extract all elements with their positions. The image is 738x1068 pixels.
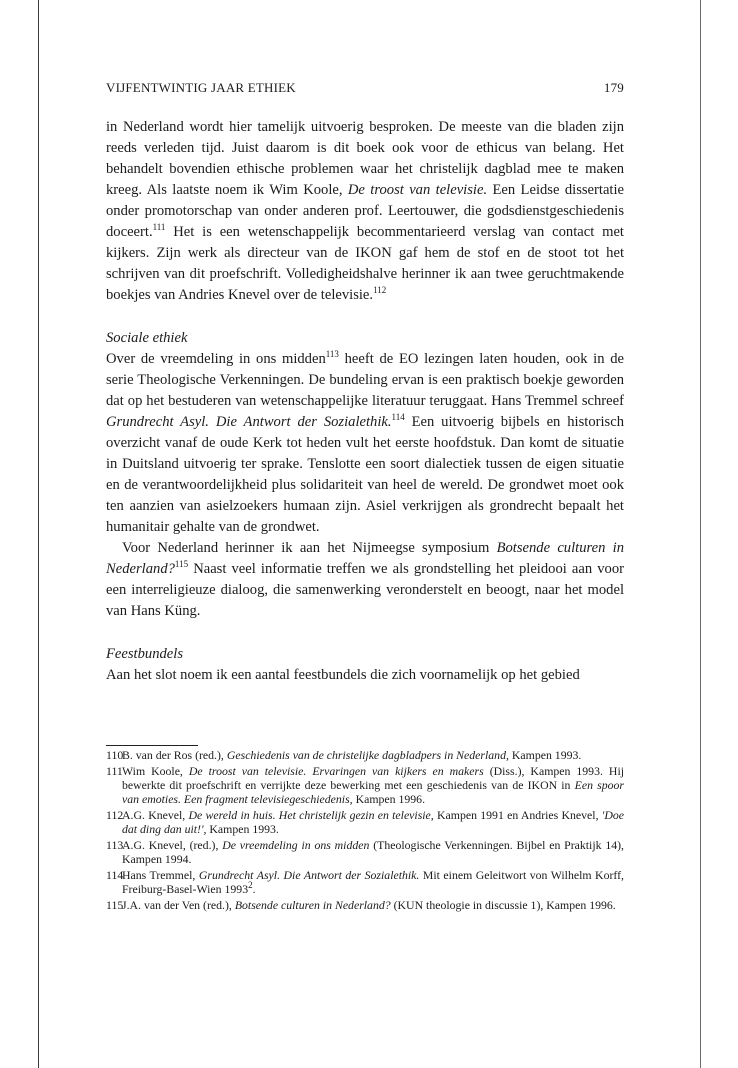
footnotes xyxy=(106,748,624,914)
text-run: . xyxy=(252,882,256,896)
page-number: 179 xyxy=(603,80,624,95)
footnote-ref: 112 xyxy=(373,285,387,296)
footnote-ref: 114 xyxy=(391,412,405,423)
footnote-number: 115 xyxy=(106,898,124,912)
footnote-ref: 115 xyxy=(174,559,189,570)
edition-superscript: 2 xyxy=(248,880,253,891)
footnote-115 xyxy=(106,898,624,912)
book-title: Botsende culturen in Nederland? xyxy=(234,898,391,912)
scan-edge-left xyxy=(38,0,39,1068)
footnote-number: 114 xyxy=(106,868,124,882)
book-title: Geschiedenis van de christelijke dagbladpers in Nederland, xyxy=(226,748,509,762)
section-heading-feestbundels: Feestbundels xyxy=(106,646,184,662)
text-run: Voor Nederland herinner ik aan het Nijmeegse symposium xyxy=(122,540,497,556)
paragraph-feestbundels: Aan het slot noem ik een aantal feestbundels die zich voornamelijk op het gebied xyxy=(106,667,580,683)
paragraph-vreemdeling xyxy=(106,349,624,538)
text-run: Kampen 1993. xyxy=(206,822,279,836)
footnote-112 xyxy=(106,808,624,836)
text-run: Een uitvoerig bijbels en historisch overzicht vanaf de oude Kerk tot heden vult het eerste hoofdstuk. Dan komt de situatie in Duitsland uitvoerig ter sprake. Tenslotte een soort dialectiek tussen de eigen situatie en de verantwoordelijkheid plus solidariteit van heel de wereld. De grondwet moet ook ten aanzien van asielzoekers humaan zijn. Asiel verkrijgen als grondrecht bepaalt het humanitair gehalte van de grondwet. xyxy=(106,414,624,535)
text-run: B. van der Ros (red.), xyxy=(122,748,227,762)
text-run: in Nederland wordt hier tamelijk uitvoerig besproken. De meeste van die bladen zijn reeds verleden tijd. Juist daarom is dit boek ook voor de ethicus van belang. Het behandelt bovendien ethische problemen waar het christelijk dagblad mee te maken kreeg. Als laatste noem ik Wim Koole, xyxy=(106,119,624,198)
paragraph-koole xyxy=(106,117,624,306)
book-title: De wereld in huis. Het christelijk gezin en televisie, xyxy=(188,808,434,822)
book-title: Grundrecht Asyl. Die Antwort der Sozialethik. xyxy=(106,414,392,430)
book-title: Botsende culturen in Nederland? xyxy=(106,540,624,577)
footnote-111 xyxy=(106,764,624,806)
text-run: Een Leidse dissertatie onder promotorschap van onder anderen prof. Leertouwer, die godsdienstgeschiedenis doceert. xyxy=(106,182,625,240)
text-run: Over de vreemdeling in ons midden xyxy=(106,351,326,367)
book-title: De troost van televisie. xyxy=(347,182,488,198)
paragraph-nijmeegse-symposium xyxy=(106,538,624,622)
footnote-ref: 111 xyxy=(152,222,166,233)
footnote-113 xyxy=(106,838,624,866)
text-run: (Diss.), Kampen 1993. Hij bewerkte dit proefschrift en verrijkte deze bewerking met een geschiedenis van de IKON in xyxy=(122,764,624,792)
text-run: heeft de EO lezingen laten houden, ook in de serie Theologische Verkenningen. De bundeling ervan is een praktisch boekje geworden dat op het bestuderen van wetenschappelijke literatuur teruggaat. Hans Tremmel schreef xyxy=(106,351,624,409)
footnote-ref: 113 xyxy=(325,349,339,360)
text-run: Kampen 1993. xyxy=(508,748,582,762)
text-run: A.G. Knevel, (red.), xyxy=(122,838,223,852)
book-title: De troost van televisie. Ervaringen van kijkers en makers xyxy=(188,764,484,778)
scan-edge-right xyxy=(700,0,701,1068)
text-run: Kampen 1991 en Andries Knevel, xyxy=(433,808,602,822)
text-run: Wim Koole, xyxy=(122,764,189,778)
footnote-number: 113 xyxy=(106,838,124,852)
footnote-110 xyxy=(106,748,624,762)
footnote-number: 110 xyxy=(106,748,124,762)
body-text xyxy=(106,117,624,686)
footnote-114 xyxy=(106,868,624,896)
text-run: J.A. van der Ven (red.), xyxy=(122,898,235,912)
footnote-rule xyxy=(106,745,198,746)
running-head-title: VIJFENTWINTIG JAAR ETHIEK xyxy=(106,80,296,95)
book-title: Grundrecht Asyl. Die Antwort der Sozialethik. xyxy=(198,868,420,882)
text-run: Hans Tremmel, xyxy=(122,868,199,882)
text-run: Naast veel informatie treffen we als grondstelling het pleidooi aan voor een interreligieuze dialoog, die samenwerking veronderstelt en beoogt, naar het model van Hans Küng. xyxy=(106,561,624,619)
text-run: A.G. Knevel, xyxy=(122,808,189,822)
text-run: (Theologische Verkenningen. Bijbel en Praktijk 14), Kampen 1994. xyxy=(122,838,624,866)
book-title: Een spoor van emoties. Een fragment televisiegeschiedenis, xyxy=(122,778,625,806)
text-run: Het is een wetenschappelijk becommentarieerd verslag van contact met kijkers. Zijn werk als directeur van de IKON gaf hem de stof en de stoot tot het schrijven van dit proefschrift. Volledigheidshalve herinner ik aan twee geruchtmakende boekjes van Andries Knevel over de televisie. xyxy=(106,224,624,303)
text-run: Kampen 1996. xyxy=(352,792,426,806)
text-run: Mit einem Geleitwort von Wilhelm Korff, Freiburg-Basel-Wien 1993 xyxy=(122,868,624,896)
footnote-number: 112 xyxy=(106,808,124,822)
book-title: 'Doe dat ding dan uit!', xyxy=(122,808,624,836)
book-title: De vreemdeling in ons midden xyxy=(222,838,370,852)
footnote-number: 111 xyxy=(106,764,123,778)
text-run: (KUN theologie in discussie 1), Kampen 1996. xyxy=(390,898,616,912)
section-heading-sociale-ethiek: Sociale ethiek xyxy=(106,330,188,346)
